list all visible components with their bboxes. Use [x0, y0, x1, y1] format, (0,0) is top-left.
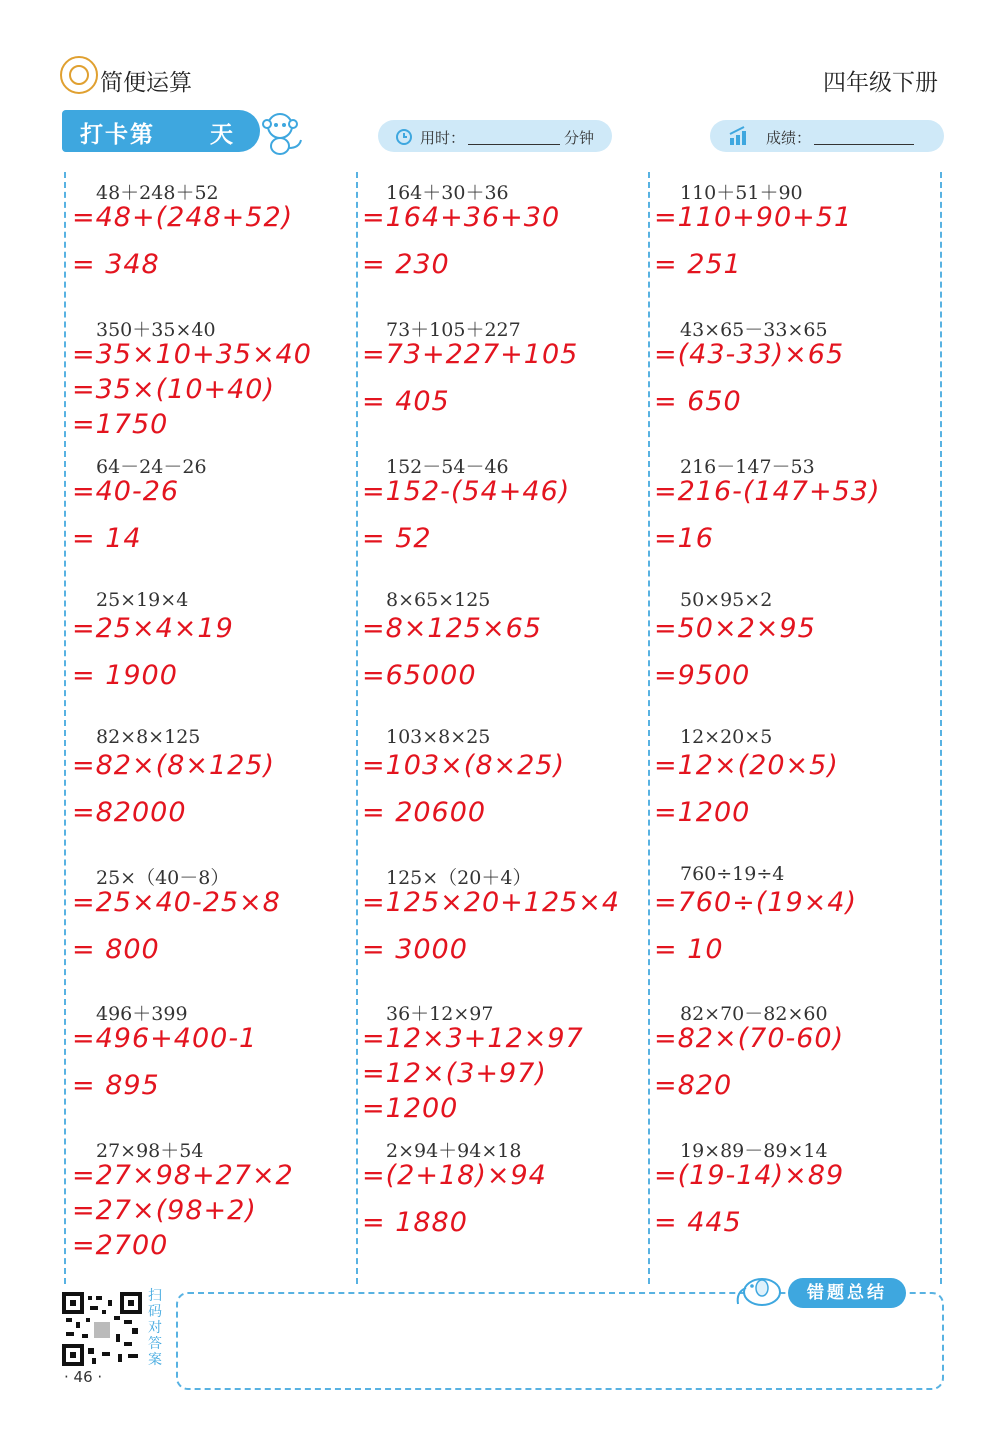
problem-expression: 43×65－33×65: [680, 319, 828, 341]
handwritten-answer-line: =48+(248+52): [72, 202, 294, 233]
handwritten-answer-line: =25×40-25×8: [72, 887, 281, 918]
handwritten-answer-line: = 895: [72, 1070, 160, 1101]
handwritten-answer-line: =103×(8×25): [362, 750, 566, 781]
handwritten-answer-line: =760÷(19×4): [654, 887, 858, 918]
handwritten-answer-line: =27×(98+2): [72, 1195, 257, 1226]
problem-expression: 216－147－53: [680, 456, 815, 478]
page-number: · 46 ·: [64, 1368, 103, 1386]
handwritten-answer-line: = 14: [72, 523, 142, 554]
elephant-icon: [732, 1270, 786, 1310]
time-input-line[interactable]: [468, 144, 560, 145]
handwritten-answer-line: =8×125×65: [362, 613, 542, 644]
column-divider: [64, 172, 66, 1284]
handwritten-answer-line: =(43-33)×65: [654, 339, 845, 370]
handwritten-answer-line: =82000: [72, 797, 187, 828]
handwritten-answer-line: =9500: [654, 660, 751, 691]
scan-caption: 扫码对答案: [148, 1288, 162, 1368]
problem-expression: 12×20×5: [680, 726, 773, 748]
handwritten-answer-line: = 251: [654, 249, 742, 280]
problem-expression: 25×19×4: [96, 589, 189, 611]
handwritten-answer-line: = 230: [362, 249, 450, 280]
handwritten-answer-line: =16: [654, 523, 714, 554]
problem-expression: 760÷19÷4: [680, 863, 785, 885]
handwritten-answer-line: = 1880: [362, 1207, 468, 1238]
handwritten-answer-line: =2700: [72, 1230, 169, 1261]
score-field: [710, 120, 944, 152]
handwritten-answer-line: =496+400-1: [72, 1023, 258, 1054]
handwritten-answer-line: =82×(70-60): [654, 1023, 845, 1054]
monkey-icon: [258, 108, 306, 156]
handwritten-answer-line: =110+90+51: [654, 202, 853, 233]
problem-expression: 103×8×25: [386, 726, 491, 748]
handwritten-answer-line: = 650: [654, 386, 742, 417]
handwritten-answer-line: =152-(54+46): [362, 476, 571, 507]
qr-code-icon[interactable]: [62, 1292, 142, 1366]
problem-expression: 82×70－82×60: [680, 1003, 828, 1025]
handwritten-answer-line: = 10: [654, 934, 724, 965]
error-summary-label: 错题总结: [788, 1278, 906, 1308]
page-title: 简便运算: [100, 70, 192, 96]
handwritten-answer-line: =(19-14)×89: [654, 1160, 845, 1191]
handwritten-answer-line: =125×20+125×4: [362, 887, 621, 918]
problem-expression: 110＋51＋90: [680, 182, 803, 204]
handwritten-answer-line: =820: [654, 1070, 733, 1101]
handwritten-answer-line: =27×98+27×2: [72, 1160, 294, 1191]
time-field: [378, 120, 612, 152]
column-divider: [356, 172, 358, 1284]
problem-expression: 125×（20＋4）: [386, 867, 532, 889]
handwritten-answer-line: =82×(8×125): [72, 750, 276, 781]
handwritten-answer-line: =40-26: [72, 476, 180, 507]
handwritten-answer-line: =1200: [654, 797, 751, 828]
handwritten-answer-line: = 52: [362, 523, 432, 554]
problem-expression: 27×98＋54: [96, 1140, 204, 1162]
grade-label: 四年级下册: [823, 70, 938, 96]
problem-expression: 19×89－89×14: [680, 1140, 828, 1162]
handwritten-answer-line: = 20600: [362, 797, 487, 828]
problem-expression: 82×8×125: [96, 726, 201, 748]
problem-expression: 36＋12×97: [386, 1003, 494, 1025]
problem-expression: 64－24－26: [96, 456, 207, 478]
handwritten-answer-line: =73+227+105: [362, 339, 579, 370]
checkin-label: 打卡第: [80, 122, 155, 148]
problem-expression: 73＋105＋227: [386, 319, 521, 341]
score-label: 成绩：: [766, 129, 812, 147]
handwritten-answer-line: =25×4×19: [72, 613, 234, 644]
handwritten-answer-line: = 800: [72, 934, 160, 965]
handwritten-answer-line: =12×3+12×97: [362, 1023, 584, 1054]
handwritten-answer-line: = 1900: [72, 660, 178, 691]
handwritten-answer-line: =164+36+30: [362, 202, 561, 233]
handwritten-answer-line: =12×(3+97): [362, 1058, 547, 1089]
handwritten-answer-line: =50×2×95: [654, 613, 816, 644]
problem-expression: 50×95×2: [680, 589, 773, 611]
handwritten-answer-line: = 405: [362, 386, 450, 417]
problem-expression: 496＋399: [96, 1003, 188, 1025]
chart-icon: [728, 126, 750, 146]
problem-expression: 2×94＋94×18: [386, 1140, 522, 1162]
time-unit: 分钟: [564, 129, 595, 147]
problem-expression: 152－54－46: [386, 456, 509, 478]
problem-expression: 164＋30＋36: [386, 182, 509, 204]
handwritten-answer-line: =216-(147+53): [654, 476, 881, 507]
score-input-line[interactable]: [814, 144, 914, 145]
handwritten-answer-line: = 445: [654, 1207, 742, 1238]
clock-icon: [394, 126, 414, 146]
problem-expression: 8×65×125: [386, 589, 491, 611]
problem-expression: 48＋248＋52: [96, 182, 219, 204]
handwritten-answer-line: =65000: [362, 660, 477, 691]
problem-expression: 25×（40－8）: [96, 867, 230, 889]
handwritten-answer-line: =12×(20×5): [654, 750, 839, 781]
time-label: 用时：: [420, 129, 466, 147]
problem-expression: 350＋35×40: [96, 319, 216, 341]
handwritten-answer-line: =1200: [362, 1093, 459, 1124]
handwritten-answer-line: =35×10+35×40: [72, 339, 312, 370]
handwritten-answer-line: = 348: [72, 249, 160, 280]
column-divider: [648, 172, 650, 1284]
column-divider: [940, 172, 942, 1284]
handwritten-answer-line: =1750: [72, 409, 169, 440]
checkin-day-suffix: 天: [210, 122, 233, 148]
handwritten-answer-line: =(2+18)×94: [362, 1160, 547, 1191]
lion-icon: [60, 56, 98, 94]
handwritten-answer-line: = 3000: [362, 934, 468, 965]
handwritten-answer-line: =35×(10+40): [72, 374, 276, 405]
